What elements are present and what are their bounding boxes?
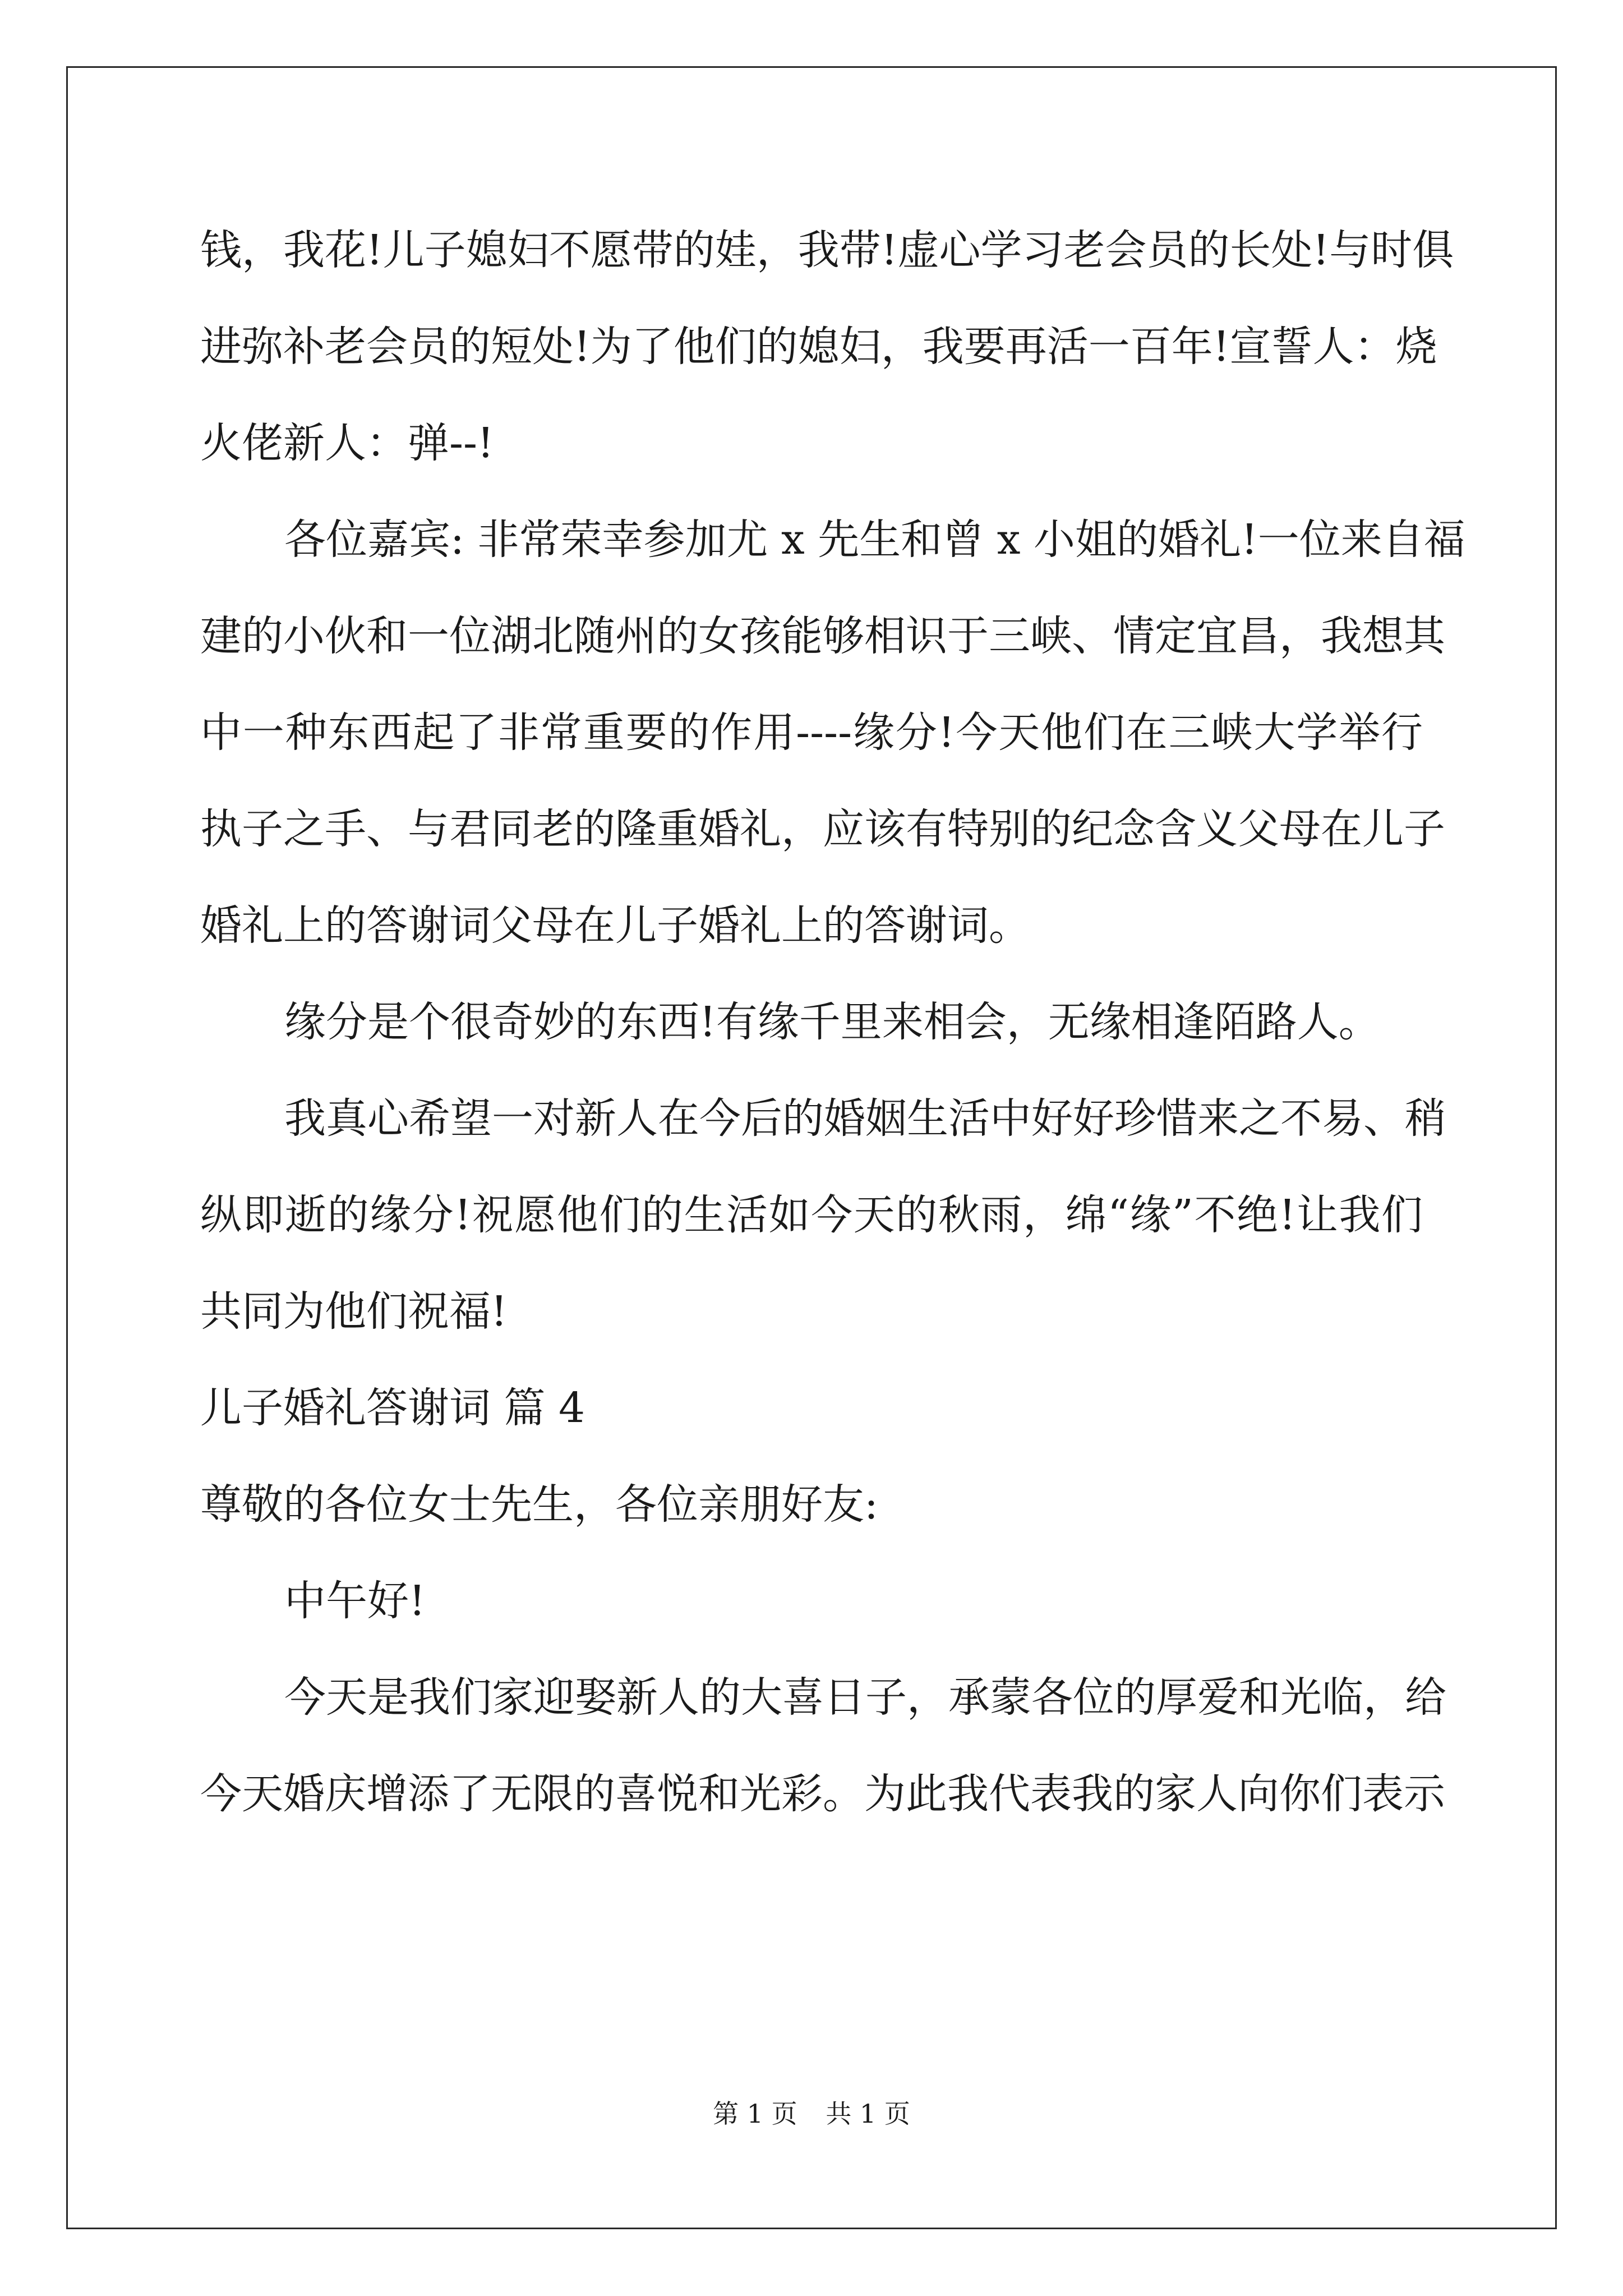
paragraph-start-line: 我真心希望一对新人在今后的婚姻生活中好好珍惜来之不易、稍: [284, 1094, 1446, 1143]
text-line: 建的小伙和一位湖北随州的女孩能够相识于三峡、情定宜昌，我想其: [200, 612, 1445, 660]
paragraph-start-line: 各位嘉宾: 非常荣幸参加尤 x 先生和曾 x 小姐的婚礼!一位来自福: [284, 516, 1465, 564]
text-line: 进弥补老会员的短处!为了他们的媳妇，我要再活一百年!宣誓人：烧: [200, 323, 1437, 371]
text-line: 火佬新人：弹--!: [200, 419, 494, 467]
text-line: 婚礼上的答谢词父母在儿子婚礼上的答谢词。: [200, 901, 1030, 950]
paragraph-start-line: 今天是我们家迎娶新人的大喜日子，承蒙各位的厚爱和光临，给: [284, 1673, 1446, 1722]
text-line: 中一种东西起了非常重要的作用----缘分!今天他们在三峡大学举行: [200, 708, 1423, 757]
document-body: [200, 202, 1465, 1842]
page-footer: [0, 2097, 1623, 2131]
text-line: 共同为他们祝福!: [200, 1287, 508, 1336]
text-line: 钱，我花!儿子媳妇不愿带的娃，我带!虚心学习老会员的长处!与时俱: [200, 226, 1454, 274]
greeting-line: 中午好!: [284, 1577, 426, 1625]
text-line: 今天婚庆增添了无限的喜悦和光彩。为此我代表我的家人向你们表示: [200, 1770, 1445, 1818]
salutation-line: 尊敬的各位女士先生，各位亲朋好友:: [200, 1480, 878, 1529]
paragraph-start-line: 缘分是个很奇妙的东西!有缘千里来相会，无缘相逢陌路人。: [284, 998, 1380, 1046]
page-total: 共 1 页: [826, 2099, 910, 2129]
section-heading: 儿子婚礼答谢词 篇 4: [200, 1384, 585, 1432]
page-number: 第 1 页: [713, 2099, 797, 2129]
text-line: 纵即逝的缘分!祝愿他们的生活如今天的秋雨，绵“缘”不绝!让我们: [200, 1191, 1423, 1239]
text-line: 执子之手、与君同老的隆重婚礼，应该有特别的纪念含义父母在儿子: [200, 805, 1445, 853]
